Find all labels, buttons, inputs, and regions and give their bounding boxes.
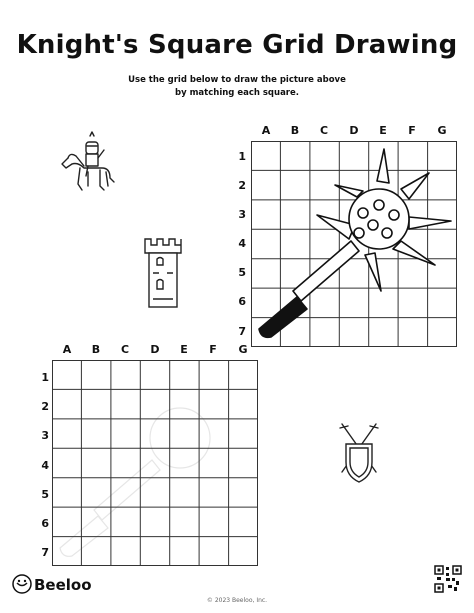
page-title: Knight's Square Grid Drawing (16, 30, 458, 60)
knight-on-horse-icon (58, 128, 118, 198)
bottom-row-6: 6 (41, 517, 49, 530)
bottom-col-F: F (209, 343, 217, 356)
bottom-row-3: 3 (41, 429, 49, 442)
top-col-D: D (349, 124, 359, 137)
bottom-col-C: C (120, 343, 130, 356)
bottom-row-5: 5 (41, 488, 49, 501)
brand-name: Beeloo (34, 576, 92, 594)
faint-mace-watermark (60, 408, 210, 556)
bottom-col-E: E (180, 343, 188, 356)
top-col-F: F (408, 124, 416, 137)
top-col-A: A (261, 124, 271, 137)
top-col-E: E (379, 124, 387, 137)
top-row-7: 7 (238, 325, 246, 338)
castle-tower-icon (143, 237, 183, 309)
spiked-mace-icon (259, 149, 451, 337)
top-row-3: 3 (238, 208, 246, 221)
bottom-col-B: B (91, 343, 101, 356)
top-col-B: B (290, 124, 300, 137)
top-row-5: 5 (238, 266, 246, 279)
bottom-col-D: D (150, 343, 160, 356)
instructions-line-2: by matching each square. (174, 88, 299, 98)
shield-crossed-swords-icon (338, 422, 380, 484)
bottom-row-2: 2 (41, 400, 49, 413)
top-col-G: G (437, 124, 447, 137)
top-row-1: 1 (238, 150, 246, 163)
top-row-2: 2 (238, 179, 246, 192)
bottom-row-4: 4 (41, 459, 49, 472)
top-col-C: C (319, 124, 329, 137)
qr-code-icon (434, 565, 462, 593)
reference-grid (251, 141, 457, 347)
bottom-col-A: A (62, 343, 72, 356)
drawing-grid[interactable] (52, 360, 258, 566)
instructions-line-1: Use the grid below to draw the picture above (128, 75, 346, 85)
bottom-row-1: 1 (41, 371, 49, 384)
top-row-6: 6 (238, 295, 246, 308)
bottom-row-7: 7 (41, 546, 49, 559)
copyright: © 2023 Beeloo, Inc. (206, 597, 268, 604)
instructions (0, 74, 474, 100)
bottom-col-G: G (238, 343, 248, 356)
beeloo-bee-icon (12, 574, 32, 594)
top-row-4: 4 (238, 237, 246, 250)
